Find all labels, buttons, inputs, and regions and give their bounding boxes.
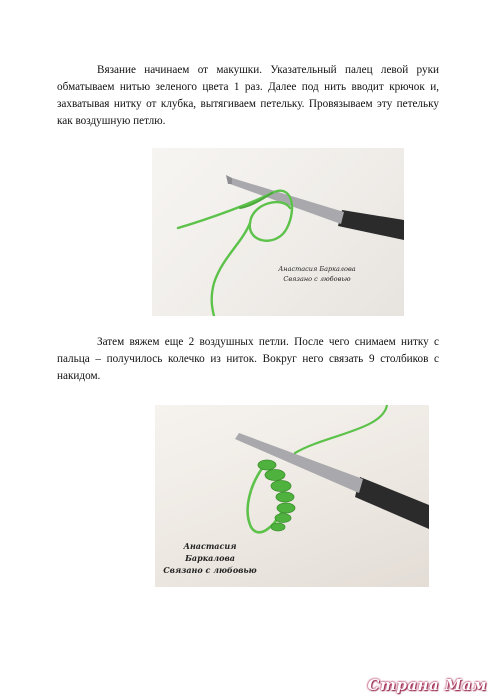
signature-name: Анастасия Баркалова bbox=[183, 541, 237, 563]
hook-handle bbox=[338, 210, 404, 240]
stitch-cluster bbox=[258, 460, 295, 531]
hook-handle bbox=[355, 477, 429, 529]
signature-tagline: Связано с любовью bbox=[163, 565, 257, 575]
paragraph-ring: Затем вяжем еще 2 воздушных петли. После чего снимаем нитку с пальца – получилось колечко из ниток. Вокруг него связать 9 столбиков с накидом. bbox=[57, 336, 439, 382]
signature-photo2 bbox=[160, 540, 260, 576]
signature-photo1 bbox=[262, 264, 372, 284]
yarn-tail bbox=[212, 223, 250, 316]
crochet-hook-loop-illustration bbox=[152, 148, 404, 316]
yarn-strand bbox=[295, 405, 387, 453]
hook-shaft bbox=[230, 178, 344, 224]
photo-first-loop bbox=[152, 148, 404, 316]
site-watermark: Страна Мам bbox=[367, 676, 487, 694]
signature-tagline: Связано с любовью bbox=[283, 275, 351, 283]
paragraph-intro: Вязание начинаем от макушки. Указательный палец левой руки обматываем нитью зеленого цвета 1 раз. Далее под нить вводит крючок и, захватывая нитку от клубка, вытягиваем петельку. Провязываем эту петельку как воздушную петлю. bbox=[57, 64, 439, 127]
signature-name: Анастасия Баркалова bbox=[278, 265, 356, 273]
